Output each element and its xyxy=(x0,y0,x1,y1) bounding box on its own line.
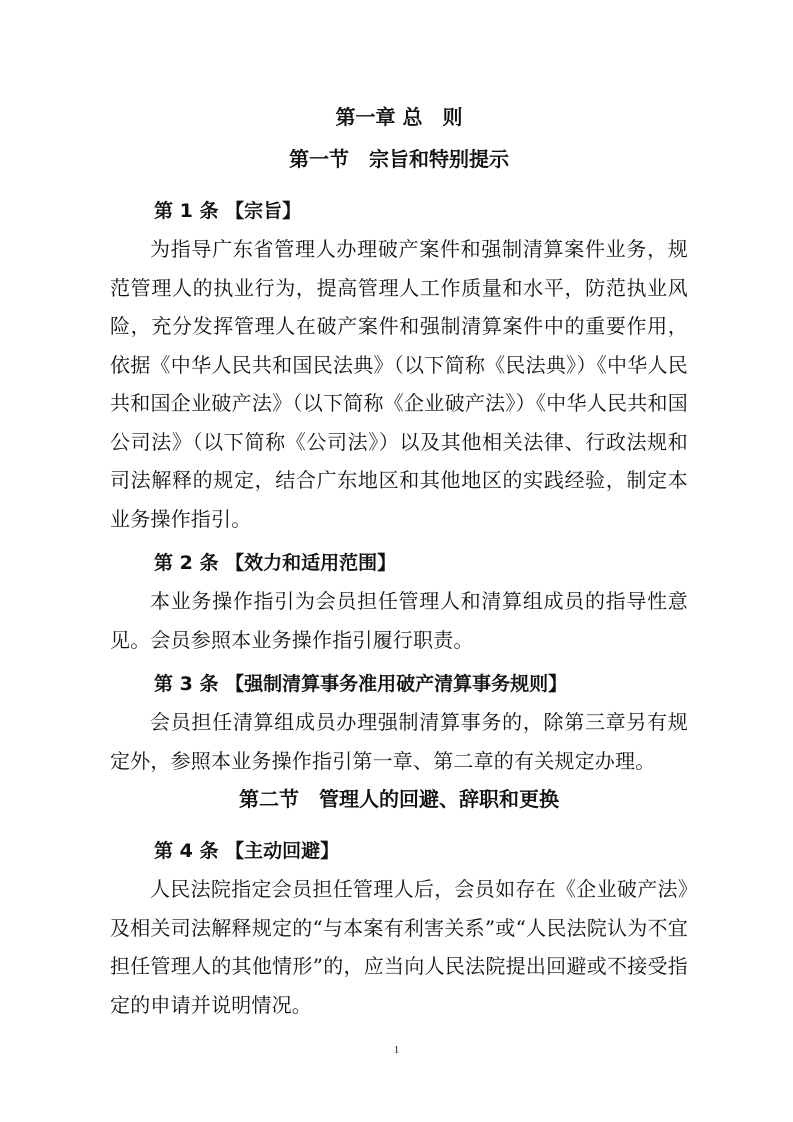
article-paragraph: 为指导广东省管理人办理破产案件和强制清算案件业务，规范管理人的执业行为，提高管理人工作质量和水平，防范执业风险，充分发挥管理人在破产案件和强制清算案件中的重要作用，依据《中华人民共和国民法典》（以下简称《民法典》）《中华人民共和国企业破产法》（以下简称《企业破产法》）《中华人民共和国公司法》（以下简称《公司法》）以及其他相关法律、行政法规和司法解释的规定，结合广东地区和其他地区的实践经验，制定本业务操作指引。 xyxy=(110,237,688,531)
section-title: 第二节 管理人的回避、辞职和更换 xyxy=(239,787,559,811)
article-heading: 第 2 条 【效力和适用范围】 xyxy=(154,552,397,574)
article-paragraph: 本业务操作指引为会员担任管理人和清算组成员的指导性意见。会员参照本业务操作指引履行职责。 xyxy=(110,589,688,652)
article-paragraph: 会员担任清算组成员办理强制清算事务的，除第三章另有规定外，参照本业务操作指引第一章、第二章的有关规定办理。 xyxy=(110,710,688,773)
article-paragraph: 人民法院指定会员担任管理人后，会员如存在《企业破产法》及相关司法解释规定的“与本案有利害关系”或“人民法院认为不宜担任管理人的其他情形”的，应当向人民法院提出回避或不接受指定的申请并说明情况。 xyxy=(110,877,688,1017)
article-heading: 第 1 条 【宗旨】 xyxy=(154,200,302,222)
page-number: 1 xyxy=(393,1044,400,1056)
article-heading: 第 4 条 【主动回避】 xyxy=(154,840,340,862)
page-body xyxy=(110,100,688,1024)
chapter-title: 第一章 总 则 xyxy=(335,105,463,129)
article-heading: 第 3 条 【强制清算事务准用破产清算事务规则】 xyxy=(154,673,568,695)
section-title: 第一节 宗旨和特别提示 xyxy=(289,147,509,171)
